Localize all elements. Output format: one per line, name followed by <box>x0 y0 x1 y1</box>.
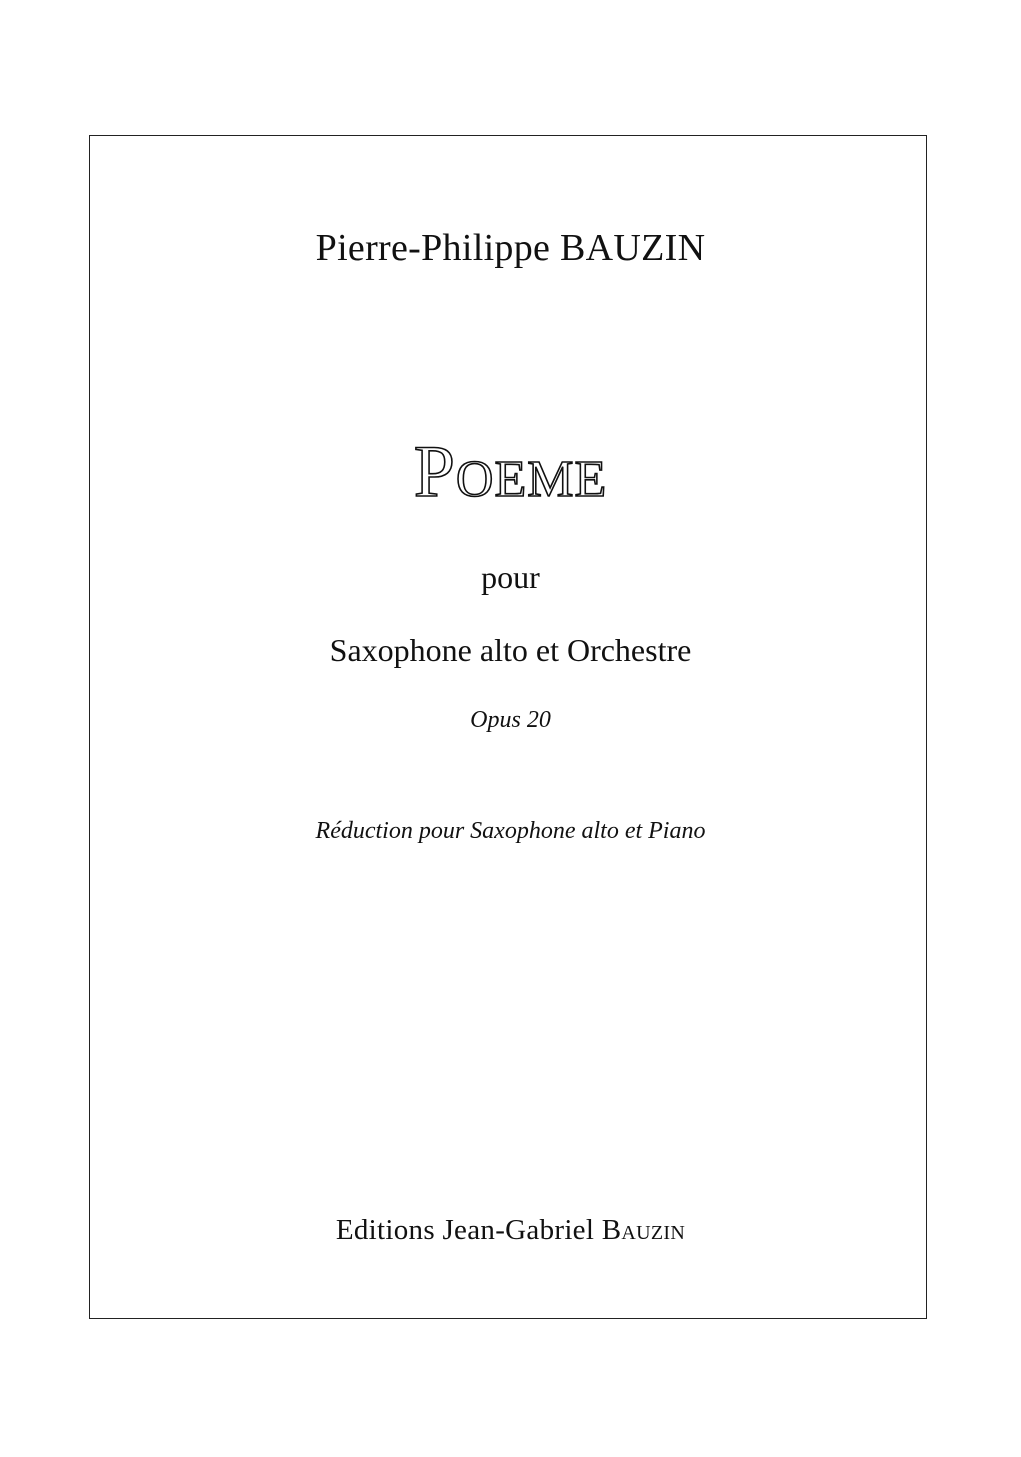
composer-name: Pierre-Philippe BAUZIN <box>315 227 706 269</box>
publisher-prefix: Editions Jean-Gabriel <box>335 1214 595 1246</box>
work-title: Poeme <box>413 431 608 513</box>
reduction-note: Réduction pour Saxophone alto et Piano <box>315 818 706 844</box>
publisher-name: Bauzin <box>601 1214 686 1246</box>
instrumentation: Saxophone alto et Orchestre <box>329 632 692 668</box>
pour-label: pour <box>481 559 540 595</box>
publisher <box>0 1214 1021 1247</box>
opus-number: Opus 20 <box>470 707 551 733</box>
